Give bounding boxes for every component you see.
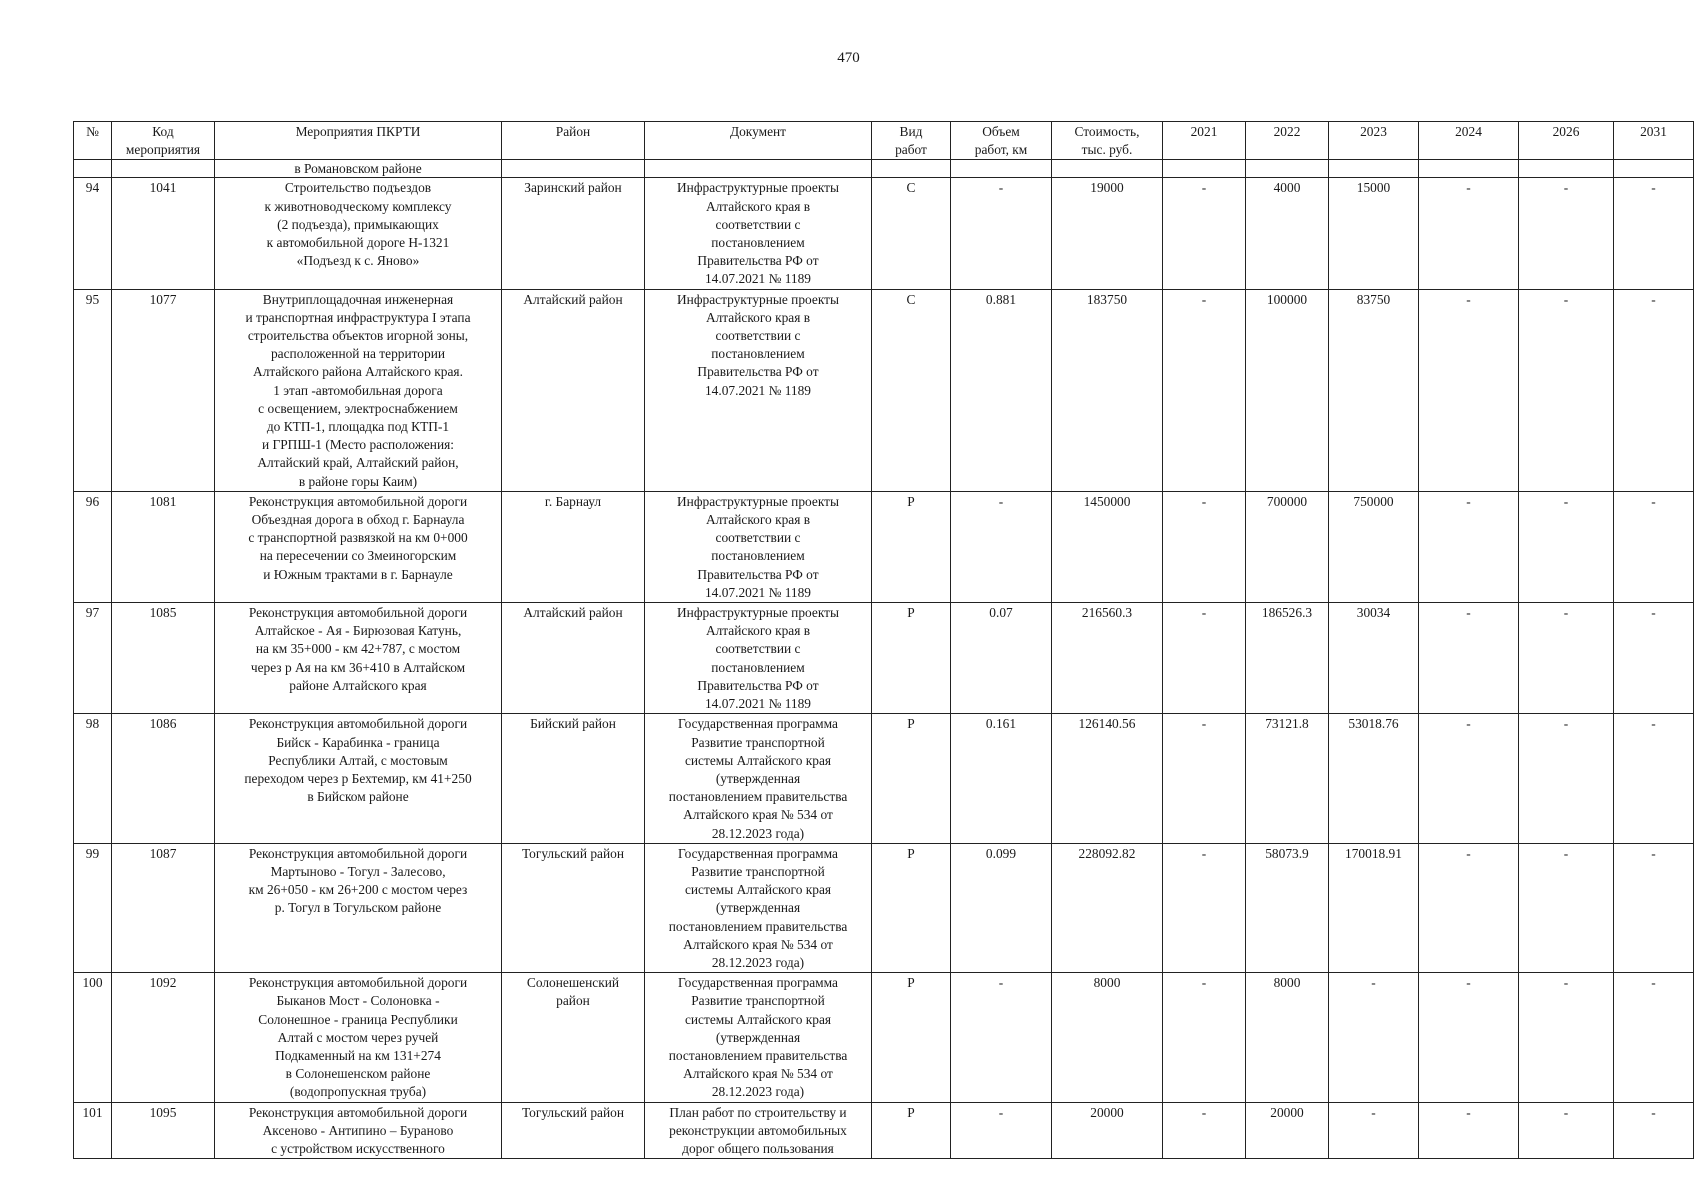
table-row [74,178,1694,289]
table-cell: - [1614,973,1694,1102]
table-cell: - [1519,714,1614,843]
table-cell: Р [872,714,951,843]
header-cell: 2021 [1163,122,1246,160]
table-cell: План работ по строительству и реконструкции автомобильных дорог общего пользования [645,1102,872,1159]
table-cell: 30034 [1329,603,1419,714]
table-cell: 216560.3 [1052,603,1163,714]
table-cell: С [872,289,951,491]
table-cell [951,160,1052,178]
table-cell: - [1614,603,1694,714]
header-cell: Вид работ [872,122,951,160]
header-cell: Район [502,122,645,160]
table-cell: - [1419,178,1519,289]
table-row [74,491,1694,602]
table-cell: 98 [74,714,112,843]
table-cell: 8000 [1246,973,1329,1102]
table-cell: - [1519,603,1614,714]
table-cell: г. Барнаул [502,491,645,602]
header-row [74,122,1694,160]
table-cell: 100 [74,973,112,1102]
table-cell: 1095 [112,1102,215,1159]
header-cell: 2023 [1329,122,1419,160]
table-cell: Тогульский район [502,1102,645,1159]
header-cell: 2026 [1519,122,1614,160]
header-cell: Объем работ, км [951,122,1052,160]
table-cell: Р [872,603,951,714]
table-row [74,603,1694,714]
table-cell: 101 [74,1102,112,1159]
table-cell: в Романовском районе [215,160,502,178]
table-cell: 1087 [112,843,215,972]
table-cell: - [1614,491,1694,602]
table-cell: Реконструкция автомобильной дороги Мартыново - Тогул - Залесово, км 26+050 - км 26+200 с мостом через р. Тогул в Тогульском районе [215,843,502,972]
table-cell: - [1614,843,1694,972]
table-cell: - [1419,973,1519,1102]
table-cell: 53018.76 [1329,714,1419,843]
table-cell: - [951,178,1052,289]
table-cell: - [1163,178,1246,289]
table-cell: Солонешенский район [502,973,645,1102]
table-cell: 228092.82 [1052,843,1163,972]
table-cell: 15000 [1329,178,1419,289]
table-cell: Строительство подъездов к животноводческому комплексу (2 подъезда), примыкающих к автомобильной дороге Н-1321 «Подъезд к с. Яново» [215,178,502,289]
table-cell: - [1614,289,1694,491]
table-cell: - [1419,491,1519,602]
table-cell: - [1419,843,1519,972]
header-cell: 2031 [1614,122,1694,160]
table-cell: 95 [74,289,112,491]
table-cell: 83750 [1329,289,1419,491]
continuation-row [74,160,1694,178]
table-cell: 99 [74,843,112,972]
table-cell: - [951,973,1052,1102]
table-row [74,973,1694,1102]
table-cell: Алтайский район [502,289,645,491]
table-cell [1052,160,1163,178]
table-cell: - [1163,603,1246,714]
table-cell: 96 [74,491,112,602]
header-cell: Стоимость, тыс. руб. [1052,122,1163,160]
table-cell: 8000 [1052,973,1163,1102]
table-cell: Внутриплощадочная инженерная и транспортная инфраструктура I этапа строительства объектов игорной зоны, расположенной на территории Алтайского района Алтайского края. 1 этап -автомобильная дорога с освещением, электроснабжением до КТП-1, площадка под КТП-1 и ГРПШ-1 (Место расположения: Алтайский край, Алтайский район, в районе горы Каим) [215,289,502,491]
header-cell: Код мероприятия [112,122,215,160]
table-cell: - [1329,973,1419,1102]
table-cell: Реконструкция автомобильной дороги Объездная дорога в обход г. Барнаула с транспортной развязкой на км 0+000 на пересечении со Змеиногорским и Южным трактами в г. Барнауле [215,491,502,602]
table-cell: 94 [74,178,112,289]
roadworks-table [73,121,1694,1159]
table-cell: - [1419,714,1519,843]
table-cell: - [1614,714,1694,843]
table-cell: 1077 [112,289,215,491]
header-cell: № [74,122,112,160]
table-cell: 1041 [112,178,215,289]
table-cell: - [1519,1102,1614,1159]
table-cell: Р [872,491,951,602]
table-cell: Бийский район [502,714,645,843]
table-cell: Государственная программа Развитие транспортной системы Алтайского края (утвержденная постановлением правительства Алтайского края № 534 от 28.12.2023 года) [645,714,872,843]
table-cell: Государственная программа Развитие транспортной системы Алтайского края (утвержденная постановлением правительства Алтайского края № 534 от 28.12.2023 года) [645,973,872,1102]
table-cell: 1081 [112,491,215,602]
table-cell: 700000 [1246,491,1329,602]
table-cell: Тогульский район [502,843,645,972]
table-cell: 0.161 [951,714,1052,843]
header-cell: 2022 [1246,122,1329,160]
table-cell: - [951,1102,1052,1159]
table-cell: 183750 [1052,289,1163,491]
table-body [74,160,1694,1159]
table-cell [645,160,872,178]
table-cell [872,160,951,178]
table-row [74,1102,1694,1159]
table-cell: 19000 [1052,178,1163,289]
table-cell: Р [872,843,951,972]
table-cell: - [951,491,1052,602]
table-cell: - [1519,491,1614,602]
table-cell: 100000 [1246,289,1329,491]
table-cell: - [1419,603,1519,714]
table-cell: - [1163,289,1246,491]
table-cell: 97 [74,603,112,714]
table-cell: - [1329,1102,1419,1159]
table-cell: 750000 [1329,491,1419,602]
table-cell: - [1519,843,1614,972]
header-cell: Документ [645,122,872,160]
table-cell: 20000 [1246,1102,1329,1159]
table-cell: 1092 [112,973,215,1102]
table-row [74,289,1694,491]
table-cell: - [1419,1102,1519,1159]
table-cell: - [1163,491,1246,602]
table-cell [502,160,645,178]
header-cell: Мероприятия ПКРТИ [215,122,502,160]
table-cell: Государственная программа Развитие транспортной системы Алтайского края (утвержденная постановлением правительства Алтайского края № 534 от 28.12.2023 года) [645,843,872,972]
table-cell [74,160,112,178]
table-row [74,843,1694,972]
table-cell: - [1163,1102,1246,1159]
table-cell: - [1419,289,1519,491]
table-cell: Реконструкция автомобильной дороги Алтайское - Ая - Бирюзовая Катунь, на км 35+000 - км 42+787, с мостом через р Ая на км 36+410 в Алтайском районе Алтайского края [215,603,502,714]
table-cell: 0.099 [951,843,1052,972]
table-cell: 58073.9 [1246,843,1329,972]
table-cell [112,160,215,178]
table-cell: 1085 [112,603,215,714]
table-cell: Реконструкция автомобильной дороги Бийск - Карабинка - граница Республики Алтай, с мостовым переходом через р Бехтемир, км 41+250 в Бийском районе [215,714,502,843]
table-cell: Инфраструктурные проекты Алтайского края в соответствии с постановлением Правительства РФ от 14.07.2021 № 1189 [645,178,872,289]
table-cell [1163,160,1246,178]
table-cell: - [1519,178,1614,289]
table-cell [1329,160,1419,178]
header-cell: 2024 [1419,122,1519,160]
table-cell: 1086 [112,714,215,843]
table-cell: - [1163,843,1246,972]
table-cell: - [1614,178,1694,289]
table-cell: 4000 [1246,178,1329,289]
table-cell: - [1163,973,1246,1102]
table-row [74,714,1694,843]
table-cell: - [1163,714,1246,843]
table-cell: 73121.8 [1246,714,1329,843]
table-cell: 170018.91 [1329,843,1419,972]
table-cell: 0.07 [951,603,1052,714]
table-cell: 126140.56 [1052,714,1163,843]
table-cell: - [1519,289,1614,491]
table-cell: Реконструкция автомобильной дороги Быканов Мост - Солоновка - Солонешное - граница Республики Алтай с мостом через ручей Подкаменный на км 131+274 в Солонешенском районе (водопропускная труба) [215,973,502,1102]
table-cell: - [1614,1102,1694,1159]
table-cell: - [1519,973,1614,1102]
table-cell: Заринский район [502,178,645,289]
table-cell [1519,160,1614,178]
table-cell: Р [872,1102,951,1159]
table-cell: С [872,178,951,289]
table-cell: 1450000 [1052,491,1163,602]
table-cell [1419,160,1519,178]
table-cell: Инфраструктурные проекты Алтайского края в соответствии с постановлением Правительства РФ от 14.07.2021 № 1189 [645,491,872,602]
table-cell [1614,160,1694,178]
table-cell: Инфраструктурные проекты Алтайского края в соответствии с постановлением Правительства РФ от 14.07.2021 № 1189 [645,289,872,491]
table-cell: Р [872,973,951,1102]
page-number: 470 [837,50,860,66]
table-cell: Алтайский район [502,603,645,714]
table-cell [1246,160,1329,178]
table-cell: 186526.3 [1246,603,1329,714]
table-cell: 20000 [1052,1102,1163,1159]
table-cell: Инфраструктурные проекты Алтайского края в соответствии с постановлением Правительства РФ от 14.07.2021 № 1189 [645,603,872,714]
table-cell: 0.881 [951,289,1052,491]
table-cell: Реконструкция автомобильной дороги Аксеново - Антипино – Бураново с устройством искусственного [215,1102,502,1159]
